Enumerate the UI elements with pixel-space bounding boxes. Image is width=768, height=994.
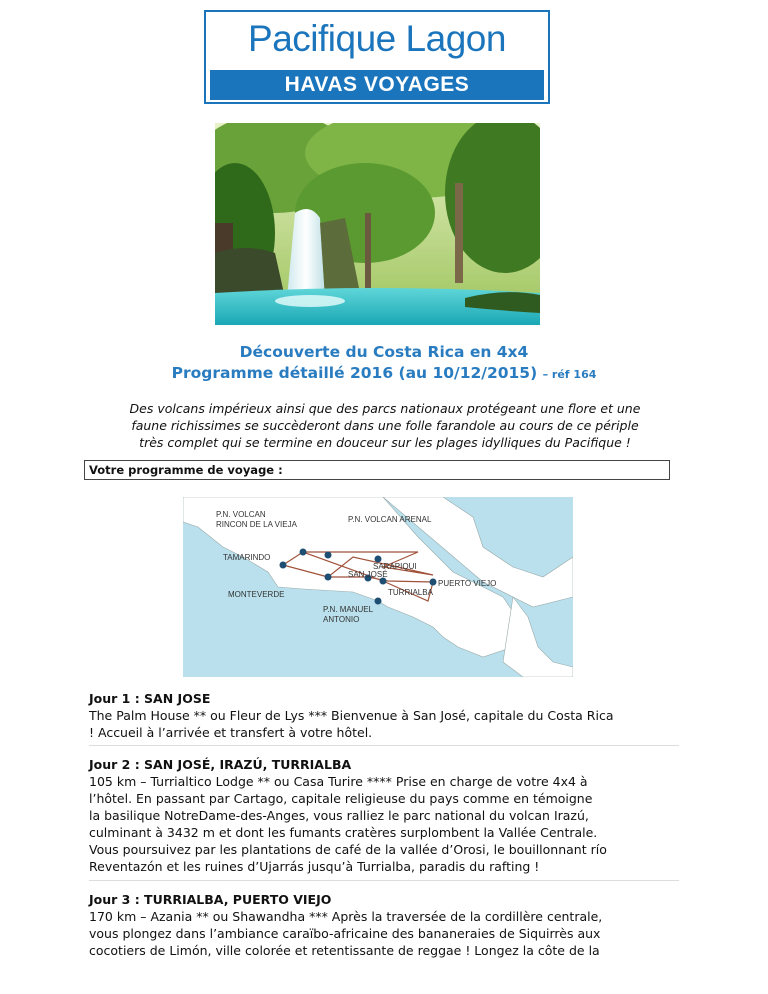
day-text-line: Vous poursuivez par les plantations de café de la vallée d’Orosi, le bouillonnant río	[89, 842, 607, 857]
map-label-sanjose: SAN JOSÉ	[348, 570, 388, 579]
intro-line: faune richissimes se succèderont dans une folle farandole au cours de ce périple	[131, 418, 639, 433]
map-label-tamarindo: TAMARINDO	[223, 553, 271, 562]
map-label-manuel-1: P.N. MANUEL	[323, 605, 374, 614]
day-text-line: vous plongez dans l’ambiance caraïbo-africaine des bananeraies de Siquirrès aux	[89, 926, 601, 941]
day-text-line: l’hôtel. En passant par Cartago, capitale religieuse du pays comme en témoigne	[89, 791, 593, 806]
waterfall-photo	[215, 123, 540, 325]
day-text-line: The Palm House ** ou Fleur de Lys *** Bienvenue à San José, capitale du Costa Rica	[89, 708, 614, 723]
day-heading: Jour 2 : SAN JOSÉ, IRAZÚ, TURRIALBA	[89, 757, 352, 772]
divider	[89, 880, 679, 881]
day-2	[89, 756, 679, 875]
map-label-puertoviejo: PUERTO VIEJO	[438, 579, 497, 588]
day-text-line: Reventazón et les ruines d’Ujarrás jusqu’à Turrialba, paradis du rafting !	[89, 859, 540, 874]
map-label-manuel-2: ANTONIO	[323, 615, 360, 624]
day-text-line: 105 km – Turrialtico Lodge ** ou Casa Turire **** Prise en charge de votre 4x4 à	[89, 774, 588, 789]
day-text-line: cocotiers de Limón, ville colorée et retentissante de reggae ! Longez la côte de la	[89, 943, 600, 958]
day-heading: Jour 1 : SAN JOSE	[89, 691, 211, 706]
route-map	[183, 497, 573, 677]
map-label-monteverde: MONTEVERDE	[228, 590, 285, 599]
day-1	[89, 690, 679, 741]
map-label-turrialba: TURRIALBA	[388, 588, 433, 597]
map-label-sarapiqui: SARAPIQUI	[373, 562, 417, 571]
day-3	[89, 891, 679, 959]
day-text-line: 170 km – Azania ** ou Shawandha *** Après la traversée de la cordillère centrale,	[89, 909, 603, 924]
day-heading: Jour 3 : TURRIALBA, PUERTO VIEJO	[89, 892, 332, 907]
program-heading-box: Votre programme de voyage :	[84, 460, 670, 480]
logo	[204, 10, 550, 104]
map-label-rincon-2: RINCON DE LA VIEJA	[216, 520, 297, 529]
map-label-rincon-1: P.N. VOLCAN	[216, 510, 266, 519]
day-text-line: la basilique NotreDame-des-Anges, vous ralliez le parc national du volcan Irazú,	[89, 808, 589, 823]
program-subtitle	[0, 364, 768, 382]
day-text-line: culminant à 3432 m et dont les fumants cratères surplombent la Vallée Centrale.	[89, 825, 598, 840]
intro-line: très complet qui se termine en douceur sur les plages idylliques du Pacifique !	[139, 435, 631, 450]
intro-paragraph	[90, 400, 680, 451]
logo-subbrand: HAVAS VOYAGES	[210, 70, 544, 100]
trip-title: Découverte du Costa Rica en 4x4	[239, 343, 529, 361]
divider	[89, 745, 679, 746]
program-subtitle-text: Programme détaillé 2016 (au 10/12/2015)	[171, 364, 538, 382]
map-label-arenal: P.N. VOLCAN ARENAL	[348, 515, 432, 524]
reference-number: – réf 164	[542, 368, 597, 381]
intro-line: Des volcans impérieux ainsi que des parcs nationaux protégeant une flore et une	[129, 401, 641, 416]
day-text-line: ! Accueil à l’arrivée et transfert à votre hôtel.	[89, 725, 373, 740]
logo-brand: Pacifique Lagon	[248, 18, 506, 59]
